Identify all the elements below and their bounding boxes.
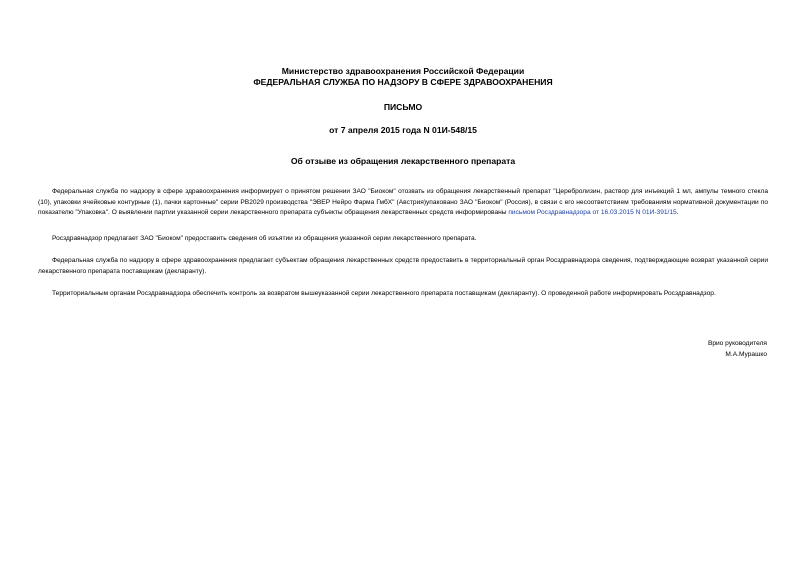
paragraph-4: Территориальным органам Росздравнадзора обеспечить контроль за возвратом вышеуказанной серии лекарственного препарата поставщикам (декларанту). О проведенной работе информировать Росздравнадзор. bbox=[52, 290, 716, 297]
paragraph-1-end: . bbox=[676, 209, 679, 216]
paragraph-1 bbox=[38, 187, 768, 219]
document-header bbox=[38, 66, 768, 88]
ministry-name: Министерство здравоохранения Российской Федерации bbox=[281, 66, 525, 76]
document-type: ПИСЬМО bbox=[383, 102, 423, 112]
document bbox=[38, 66, 768, 300]
paragraph-3: Федеральная служба по надзору в сфере здравоохранения предлагает субъектам обращения лекарственных средств предоставить в территориальный орган Росздравнадзора сведения, подтверждающие возврат указанной серии лекарственного препарата поставщикам (декларанту). bbox=[38, 257, 768, 275]
signature-block bbox=[708, 338, 767, 360]
document-date-number: от 7 апреля 2015 года N 01И-548/15 bbox=[329, 125, 477, 135]
paragraph-1-text: Федеральная служба по надзору в сфере здравоохранения информирует о принятом решении ЗАО "Биоком" отозвать из обращения лекарственный препарат "Церебролизин, раствор для инъекций 1 мл, ампулы темного стекла (10), упаковки ячейковые контурные (1), пачки картонные" серии РВ2029 производства "ЭВЕР Нейро Фарма ГмбХ" (Австрия)упаковано ЗАО "Биоком" (Россия), в связи с его несоответствием требованиям нормативной документации по показателю "Упаковка". О выявлении партии указанной серии лекарственного препарата субъекты обращения лекарственных средств информированы bbox=[38, 188, 768, 216]
signer-name: М.А.Мурашко bbox=[725, 351, 767, 358]
reference-letter-link[interactable]: письмом Росздравнадзора от 16.03.2015 N 01И-391/15 bbox=[508, 209, 677, 216]
paragraph-2: Росздравнадзор предлагает ЗАО "Биоком" предоставить сведения об изъятии из обращения указанной серии лекарственного препарата. bbox=[52, 234, 477, 242]
signer-position: Врио руководителя bbox=[707, 340, 767, 347]
document-subject: Об отзыве из обращения лекарственного препарата bbox=[290, 156, 516, 166]
document-body bbox=[38, 187, 768, 300]
service-name: ФЕДЕРАЛЬНАЯ СЛУЖБА ПО НАДЗОРУ В СФЕРЕ ЗДРАВООХРАНЕНИЯ bbox=[253, 77, 553, 87]
